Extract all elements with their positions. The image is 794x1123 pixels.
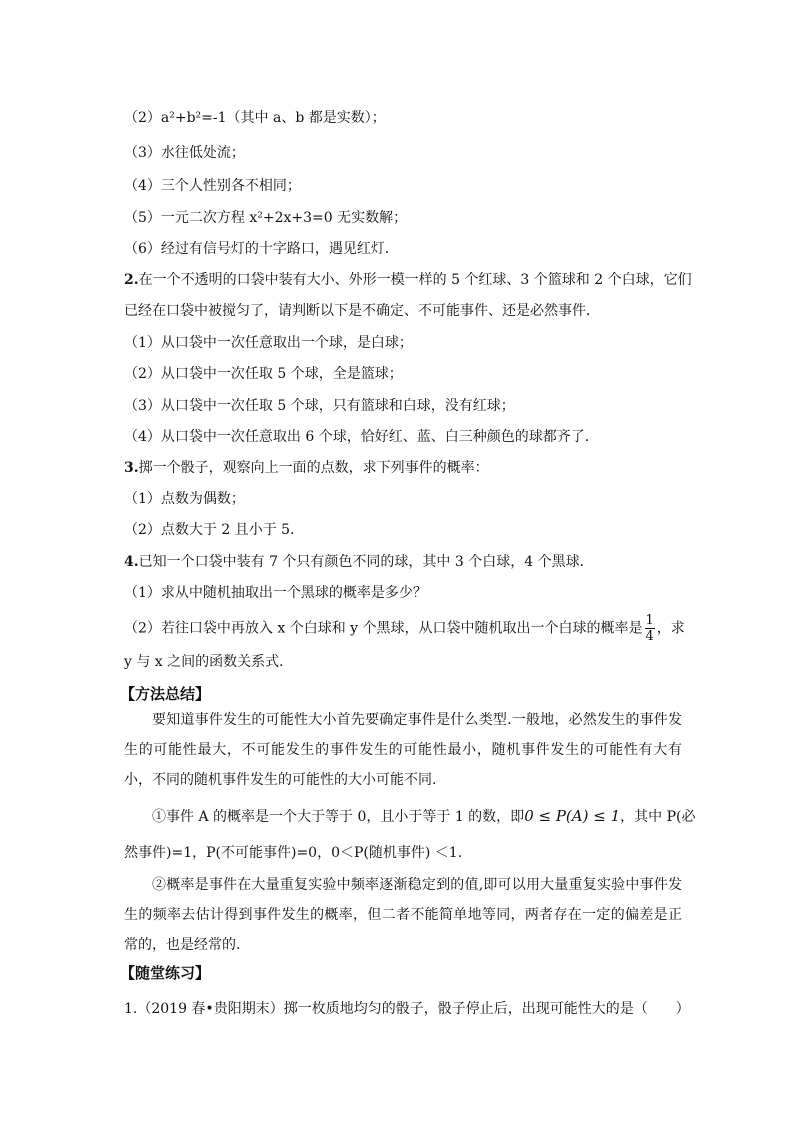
q2-stem-line1: 2.在一个不透明的口袋中装有大小、外形一模一样的 5 个红球、3 个篮球和 2 个白球，它们 bbox=[124, 272, 692, 288]
q2-number: 2. bbox=[124, 272, 139, 288]
q2-stem-line2: 已经在口袋中被搅匀了，请判断以下是不确定、不可能事件、还是必然事件． bbox=[124, 303, 600, 319]
q4-number: 4. bbox=[124, 554, 139, 570]
item-2: （2）a²+b²=-1（其中 a、b 都是实数）； bbox=[124, 110, 386, 126]
item-3: （3）水往低处流； bbox=[124, 145, 245, 161]
q2-part-1: （1）从口袋中一次任意取出一个球，是白球； bbox=[124, 335, 413, 351]
q4-part-2: （2）若往口袋中再放入 x 个白球和 y 个黑球，从口袋中随机取出一个白球的概率是 $\frac{1}{4}$ ，求 bbox=[124, 613, 685, 644]
probability-range-formula: 0 ≤ P(A) ≤ 1 bbox=[524, 807, 621, 825]
item-4: （4）三个人性别各不相同； bbox=[124, 178, 301, 194]
q2-part-4: （4）从口袋中一次任意取出 6 个球，恰好红、蓝、白三种颜色的球都齐了． bbox=[124, 429, 599, 445]
method-paragraph-2-line2: 然事件)=1，P(不可能事件)=0，0＜P(随机事件) ＜1. bbox=[124, 845, 463, 861]
q4-part-2-line2: y 与 x 之间的函数关系式． bbox=[124, 654, 294, 670]
q3-stem: 3.掷一个骰子，观察向上一面的点数，求下列事件的概率： bbox=[124, 460, 489, 476]
q2-part-2: （2）从口袋中一次任取 5 个球，全是篮球； bbox=[124, 366, 403, 382]
practice-heading: 【随堂练习】 bbox=[120, 964, 211, 982]
q4-stem: 4.已知一个口袋中装有 7 个只有颜色不同的球，其中 3 个白球，4 个黑球． bbox=[124, 554, 594, 570]
item-5: （5）一元二次方程 x²+2x+3=0 无实数解； bbox=[124, 210, 408, 226]
q3-number: 3. bbox=[124, 460, 139, 476]
method-heading: 【方法总结】 bbox=[120, 685, 211, 703]
method-paragraph-1: 要知道事件发生的可能性大小首先要确定事件是什么类型.一般地，必然发生的事件发生的可能性最大，不可能发生的事件发生的可能性最小，随机事件发生的可能性有大有小，不同的随机事件发生的可能性的大小可能不同. bbox=[124, 712, 682, 788]
method-paragraph-2: ①事件 A 的概率是一个大于等于 0，且小于等于 1 的数，即0 ≤ P(A) ≤ 1，其中 P(必 bbox=[152, 807, 696, 825]
q2-part-3: （3）从口袋中一次任取 5 个球，只有篮球和白球，没有红球； bbox=[124, 398, 515, 414]
practice-question-1: 1.（2019 春•贵阳期末）掷一枚质地均匀的骰子，骰子停止后，出现可能性大的是（ ） bbox=[124, 1001, 690, 1017]
q4-part-1: （1）求从中随机抽取出一个黑球的概率是多少？ bbox=[124, 585, 427, 601]
q3-part-2: （2）点数大于 2 且小于 5． bbox=[124, 522, 305, 538]
method-paragraph-3: ②概率是事件在大量重复实验中频率逐渐稳定到的值,即可以用大量重复实验中事件发生的频率去估计得到事件发生的概率，但二者不能简单地等同，两者存在一定的偏差是正常的，也是经常的. bbox=[124, 877, 682, 953]
item-6: （6）经过有信号灯的十字路口，遇见红灯． bbox=[124, 241, 399, 257]
fraction-one-quarter: $\frac{1}{4}$ bbox=[645, 613, 654, 644]
q3-part-1: （1）点数为偶数； bbox=[124, 491, 245, 507]
